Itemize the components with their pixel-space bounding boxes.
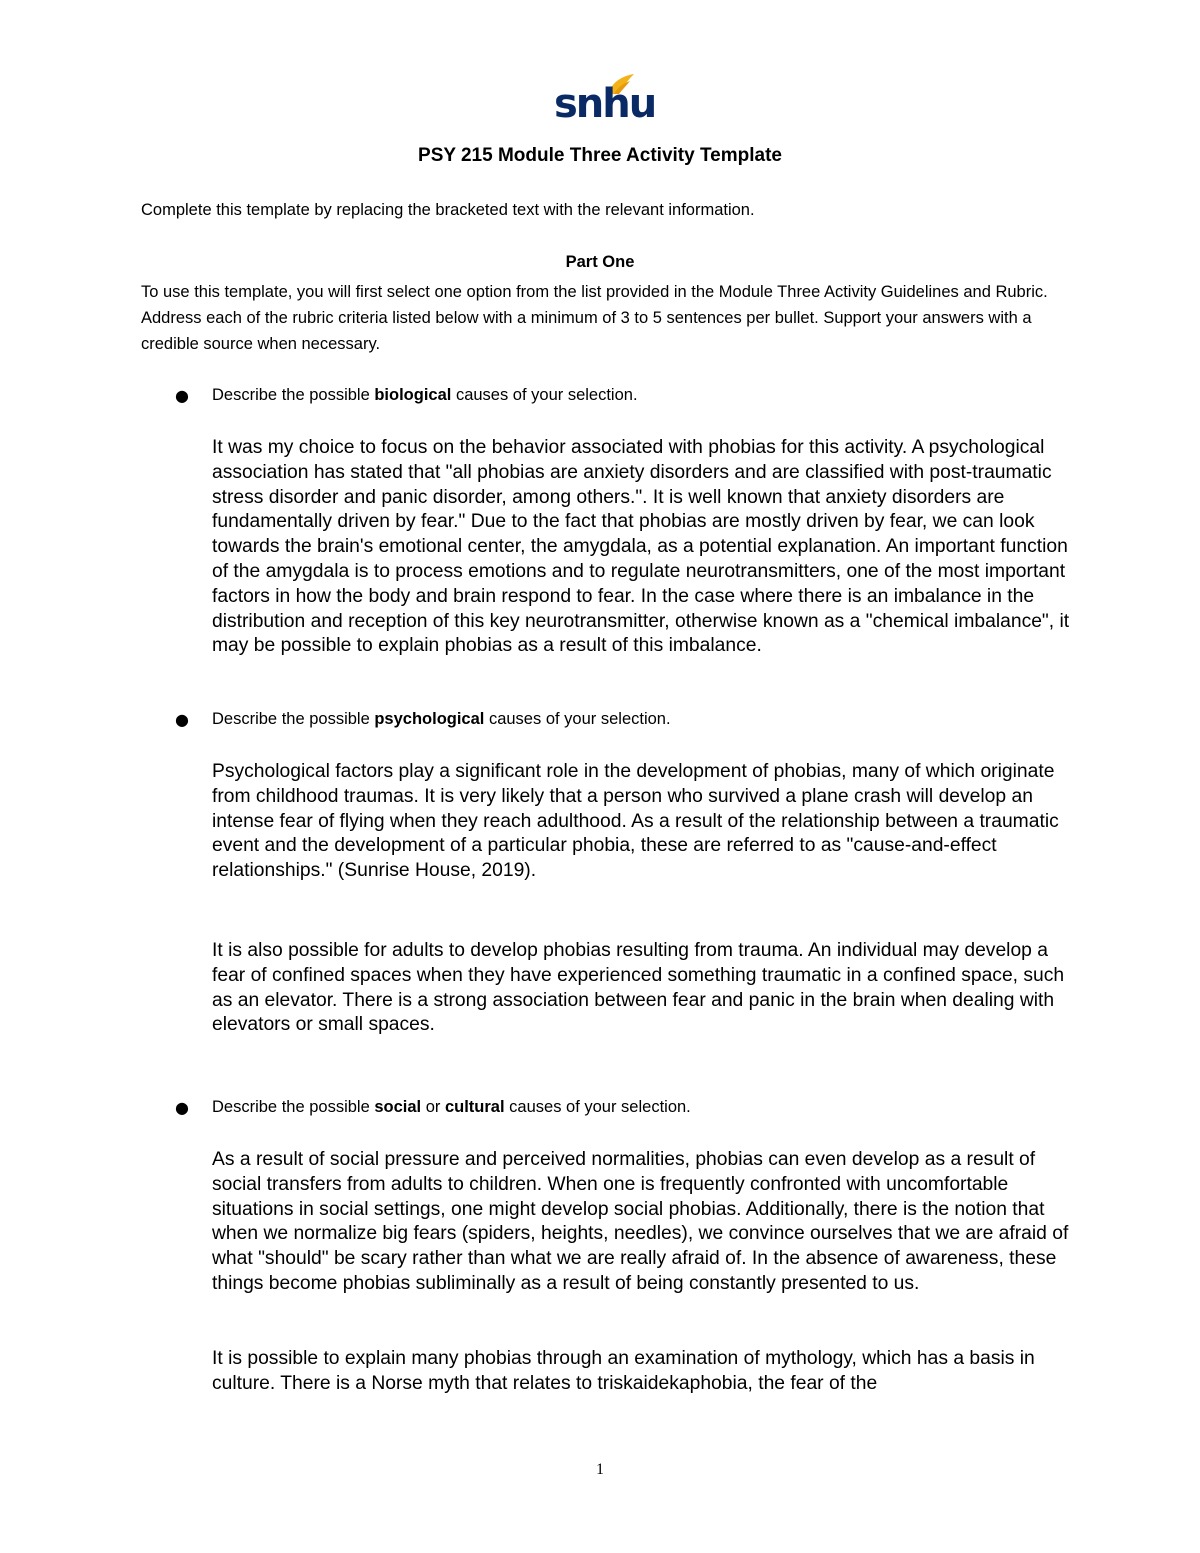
bullet-marker: ● <box>175 1098 189 1117</box>
page-title: PSY 215 Module Three Activity Template <box>418 145 782 166</box>
part-heading: Part One <box>565 253 635 271</box>
bullet-suffix: causes of your selection. <box>484 710 671 728</box>
bullet-marker: ● <box>175 710 189 729</box>
bullet-suffix: causes of your selection. <box>451 386 638 404</box>
page-number: 1 <box>596 1461 604 1478</box>
bullet-heading-biological <box>212 386 638 405</box>
bullet-suffix: causes of your selection. <box>504 1098 691 1116</box>
bullet-heading-psychological <box>212 710 671 729</box>
bullet-prefix: Describe the possible <box>212 1098 375 1116</box>
bullet-emphasis: social <box>374 1098 422 1116</box>
bullet-emphasis: cultural <box>444 1098 505 1116</box>
paragraph: As a result of social pressure and perceived normalities, phobias can even develop as a result of social transfers from adults to children. When one is frequently confronted with uncomfortable situations in social settings, one might develop social phobias. Additionally, there is the notion that when we normalize big fears (spiders, heights, needles), we convince ourselves that we are afraid of what "should" be scary rather than what we are really afraid of. In the absence of awareness, these things become phobias subliminally as a result of being constantly presented to us. <box>212 1149 1069 1294</box>
paragraph: It is also possible for adults to develop phobias resulting from trauma. An individual may develop a fear of confined spaces when they have experienced something traumatic in a confined space, such as an elevator. There is a strong association between fear and panic in the brain when dealing with elevators or small spaces. <box>212 940 1065 1036</box>
bullet-emphasis: psychological <box>374 710 485 728</box>
snhu-logo <box>550 72 656 136</box>
paragraph: It is possible to explain many phobias through an examination of mythology, which has a basis in culture. There is a Norse myth that relates to triskaidekaphobia, the fear of the <box>212 1348 1035 1394</box>
bullet-prefix: Describe the possible <box>212 386 375 404</box>
paragraph: It was my choice to focus on the behavior associated with phobias for this activity. A psychological association has stated that "all phobias are anxiety disorders and are classified with post-traumatic stress disorder and panic disorder, among others.". It is well known that anxiety disorders are fundamentally driven by fear." Due to the fact that phobias are mostly driven by fear, we can look towards the brain's emotional center, the amygdala, as a potential explanation. An important function of the amygdala is to process emotions and to regulate neurotransmitters, one of the most important factors in how the body and brain respond to fear. In the case where there is an imbalance in the distribution and reception of this key neurotransmitter, otherwise known as a "chemical imbalance", it may be possible to explain phobias as a result of this imbalance. <box>212 437 1070 657</box>
bullet-middle: or <box>421 1098 445 1116</box>
bullet-emphasis: biological <box>374 386 452 404</box>
logo-wordmark: snhu <box>554 81 656 127</box>
paragraph: Psychological factors play a significant role in the development of phobias, many of which originate from childhood traumas. It is very likely that a person who survived a plane crash will develop an intense fear of flying when they reach adulthood. As a result of the relationship between a traumatic event and the development of a particular phobia, these are referred to as "cause-and-effect relationships." (Sunrise House, 2019). <box>212 761 1059 882</box>
bullet-heading-social-cultural <box>212 1098 691 1117</box>
instructions-text: Complete this template by replacing the bracketed text with the relevant information. <box>141 201 755 219</box>
bullet-prefix: Describe the possible <box>212 710 375 728</box>
part-intro-text: To use this template, you will first select one option from the list provided in the Module Three Activity Guidelines and Rubric. Address each of the rubric criteria listed below with a minimum of 3 to 5 sentences per bullet. Support your answers with a credible source when necessary. <box>141 283 1048 353</box>
bullet-marker: ● <box>175 386 189 405</box>
